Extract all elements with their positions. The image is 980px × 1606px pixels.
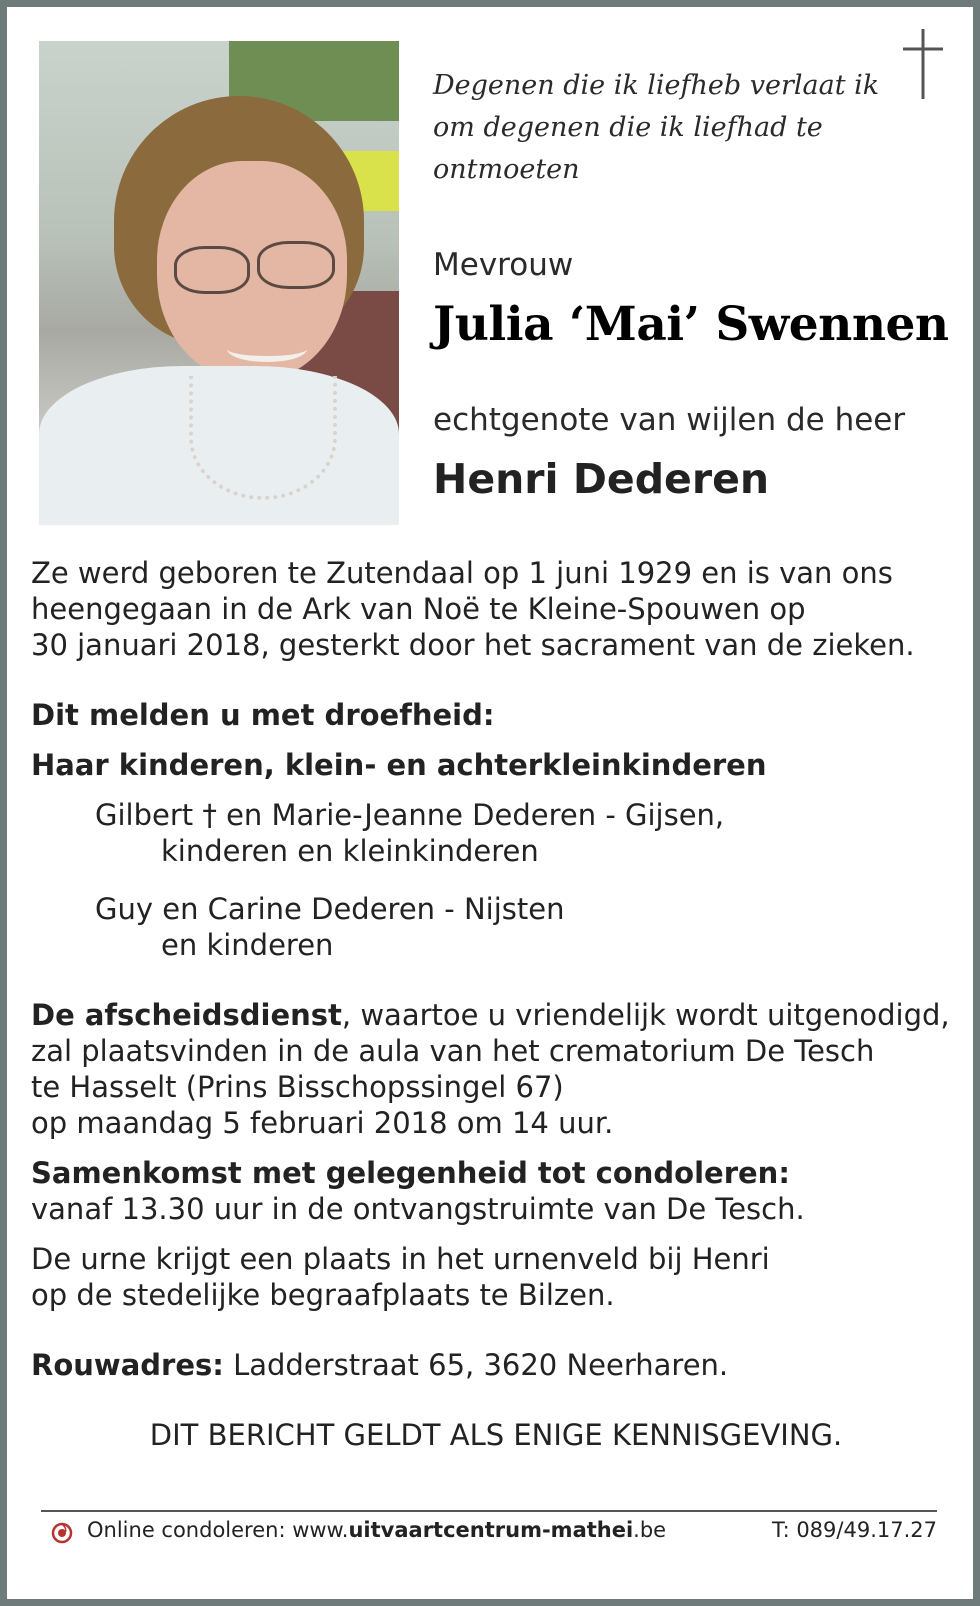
gathering-line: vanaf 13.30 uur in de ontvangstruimte van De Tesch. <box>31 1192 805 1226</box>
phone-number: T: 089/49.17.27 <box>772 1518 937 1542</box>
address-label: Rouwadres: <box>31 1348 224 1382</box>
photo-glasses-right <box>257 241 335 289</box>
address-value: Ladderstraat 65, 3620 Neerharen. <box>223 1348 729 1382</box>
online-label: Online condoleren: www. <box>87 1518 349 1542</box>
family-heading: Dit melden u met droefheid: <box>31 698 495 732</box>
service-line-4: op maandag 5 februari 2018 om 14 uur. <box>31 1106 614 1140</box>
website-tld: .be <box>633 1518 667 1542</box>
birth-death-line-2: heengegaan in de Ark van Noë te Kleine-Spouwen op <box>31 592 806 626</box>
photo-glasses-left <box>174 246 250 294</box>
deceased-name: Julia ‘Mai’ Swennen <box>433 297 949 352</box>
family-member-2-line-2: en kinderen <box>161 928 334 962</box>
quote-line-2: om degenen die ik liefhad te ontmoeten <box>433 112 823 185</box>
relation-text: echtgenote van wijlen de heer <box>433 402 906 438</box>
mourning-address <box>31 1347 961 1383</box>
announcement-body <box>31 555 961 1453</box>
online-condolence-link[interactable] <box>87 1518 666 1542</box>
footer-divider <box>41 1510 937 1512</box>
family-member-1-line-1: Gilbert † en Marie-Jeanne Dederen - Gijsen, <box>95 798 725 832</box>
portrait-photo <box>39 41 399 525</box>
urn-line-1: De urne krijgt een plaats in het urnenveld bij Henri <box>31 1242 770 1276</box>
birth-death-line-3: 30 januari 2018, gesterkt door het sacrament van de zieken. <box>31 628 915 662</box>
service-line-1 <box>31 997 961 1033</box>
gathering-heading: Samenkomst met gelegenheid tot condoleren: <box>31 1156 790 1190</box>
family-member-1-line-2: kinderen en kleinkinderen <box>161 834 539 868</box>
urn-line-2: op de stedelijke begraafplaats te Bilzen. <box>31 1278 615 1312</box>
website-domain: uitvaartcentrum-mathei <box>348 1518 634 1542</box>
family-subheading: Haar kinderen, klein- en achterkleinkinderen <box>31 748 767 782</box>
honorific: Mevrouw <box>433 247 574 283</box>
footer <box>51 1518 937 1548</box>
service-line-2: zal plaatsvinden in de aula van het crematorium De Tesch <box>31 1034 875 1068</box>
service-line-3: te Hasselt (Prins Bisschopssingel 67) <box>31 1070 564 1104</box>
memorial-quote <box>433 65 933 191</box>
family-member-2-line-1: Guy en Carine Dederen - Nijsten <box>95 892 565 926</box>
rose-icon <box>51 1522 73 1544</box>
birth-death-line-1: Ze werd geboren te Zutendaal op 1 juni 1929 en is van ons <box>31 556 893 590</box>
spouse-name: Henri Dederen <box>433 455 770 503</box>
service-heading: De afscheidsdienst <box>31 998 342 1032</box>
photo-pearl-necklace <box>189 376 337 500</box>
quote-line-1: Degenen die ik liefheb verlaat ik <box>433 70 880 101</box>
photo-smile <box>227 336 307 362</box>
service-line-1-rest: , waartoe u vriendelijk wordt uitgenodigd, <box>341 998 950 1032</box>
notice-text: DIT BERICHT GELDT ALS ENIGE KENNISGEVING. <box>149 1418 843 1452</box>
